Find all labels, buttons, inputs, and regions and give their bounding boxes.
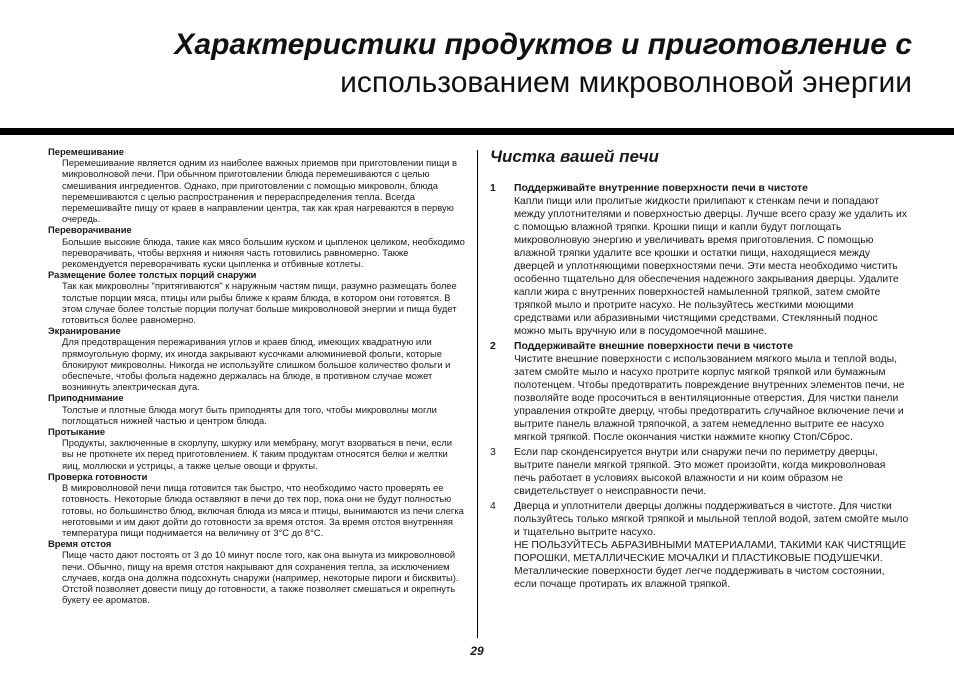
right-column	[490, 146, 910, 593]
item-number: 3	[490, 447, 496, 458]
section-body-thick-portions: Так как микроволны "притягиваются" к наружным частям пищи, разумно размещать более толстые порции мяса, птицы или рыбы ближе к краям блюда, в котором они готовятся. В этом случае более толстые порции получат больше микроволновой энергии и пища будет готовиться более равномерно.	[62, 280, 457, 326]
cleaning-section-title: Чистка вашей печи	[490, 147, 659, 166]
section-body-standing-time: Пище часто дают постоять от 3 до 10 минут после того, как она вынута из микроволновой печи. Обычно, пищу на время отстоя накрывают для сохранения тепла, за исключением случаев, когда она должна подсохнуть снаружи (например, некоторые пироги и бисквиты). Отстой позволяет довести пищу до готовности, а также позволяет смешаться и окрепнуть букету ее ароматов.	[62, 549, 459, 606]
item-body: Чистите внешние поверхности с использованием мягкого мыла и теплой воды, затем смойте мыло и насухо протрите корпус мягкой тряпкой или бумажным полотенцем. Чтобы предотвратить повреждение внутренних элементов печи, не позволяйте воде просочиться в вентиляционные отверстия. Для чистки панели управления откройте дверцу, чтобы предотвратить случайное включение печи и вытрите панель влажной тряпочкой, а затем немедленно вытрите ее насухо мягкой тряпкой. После окончания чистки нажмите кнопку Стоп/Сброс.	[514, 354, 905, 443]
section-heading-turning: Переворачивание	[48, 224, 132, 236]
section-heading-doneness: Проверка готовности	[48, 470, 148, 482]
section-body-shielding: Для предотвращения пережаривания углов и краев блюд, имеющих квадратную или прямоугольную форму, их иногда закрывают кусочками алюминиевой фольги, которые блокируют микроволны. Никогда не используйте слишком большое количество фольги и обеспечьте, чтобы фольга надежно держалась на блюде, в противном случае может возникнуть электрическая дуга.	[62, 336, 451, 393]
section-heading-stirring: Перемешивание	[48, 146, 124, 157]
cleaning-item-1	[490, 182, 910, 338]
header-rule	[0, 128, 954, 135]
section-body-turning: Большие высокие блюда, такие как мясо большим куском и цыпленок целиком, необходимо переворачивать, чтобы верхняя и нижняя часть готовились равномерно. Также рекомендуется переворачивать куски цыпленка и отбивные котлеты.	[62, 235, 465, 270]
page-number: 29	[470, 644, 484, 658]
item-heading: Поддерживайте внутренние поверхности печи в чистоте	[514, 183, 808, 194]
section-body-elevating: Толстые и плотные блюда могут быть приподняты для того, чтобы микроволны могли поглощаться нижней частью и центром блюда.	[62, 403, 437, 426]
section-heading-elevating: Приподнимание	[48, 392, 124, 404]
cleaning-item-4	[490, 500, 910, 591]
cleaning-item-2	[490, 340, 910, 444]
column-divider	[477, 150, 478, 638]
left-column	[48, 146, 466, 605]
page-title-line2: использованием микроволновой энергии	[340, 66, 912, 99]
section-body-doneness: В микроволновой печи пища готовится так быстро, что необходимо часто проверять ее готовность. Некоторые блюда оставляют в печи до тех пор, пока они не будут полностью готовы, но большинство блюд, включая блюда из мяса и птицы, вынимаются из печи слегка неготовыми и им дают дойти до готовности за время отстоя. За время отстоя внутренняя температура пищи поднимается на величину от 3°C до 8°C.	[62, 482, 464, 538]
section-body-stirring: Перемешивание является одним из наиболее важных приемов при приготовлении пищи в микроволновой печи. При обычном приготовлении блюда перемешиваются с целью смешивания ингредиентов. Однако, при приготовлении с помощью микроволн, блюда перемешиваются с целью распространения и перераспределения тепла. Всегда перемешивайте пищу от краев в направлении центра, так как края нагреваются в первую очередь.	[62, 157, 457, 225]
item-body: Дверца и уплотнители дверцы должны поддерживаться в чистоте. Для чистки пользуйтесь только мягкой тряпкой и мыльной теплой водой, затем смойте мыло и тщательно вытрите насухо.	[514, 501, 909, 538]
item-body-warning: НЕ ПОЛЬЗУЙТЕСЬ АБРАЗИВНЫМИ МАТЕРИАЛАМИ, ТАКИМИ КАК ЧИСТЯЩИЕ ПОРОШКИ, МЕТАЛЛИЧЕСКИЕ МОЧАЛКИ И ПЛАСТИКОВЫЕ ПОДУШЕЧКИ. Металлические поверхности будет легче поддерживать в чистом состоянии, если почаще протирать их влажной тряпкой.	[514, 540, 907, 590]
item-heading: Поддерживайте внешние поверхности печи в чистоте	[514, 341, 793, 352]
section-heading-thick-portions: Размещение более толстых порций снаружи	[48, 269, 257, 281]
page-title-line1: Характеристики продуктов и приготовление с	[174, 28, 912, 61]
item-body: Капли пищи или пролитые жидкости прилипают к стенкам печи и попадают между уплотнителями и поверхностью дверцы. Лучше всего сразу же удалить их с помощью влажной тряпки. Крошки пищи и капли будут поглощать микроволновую энергию и увеличивать время приготовления. С помощью влажной тряпки удалите все крошки и остатки пищи, находящиеся между дверцей и уплотняющими поверхностями печи. Эти места необходимо чистить особенно тщательно для обеспечения надежного закрывания дверцы. Удалите капли жира с внутренних поверхностей намыленной тряпкой, затем смойте тряпкой мыло и протрите насухо. Не пользуйтесь жесткими моющими средствами или абразивными чистящими средствами. Стеклянный поднос можно мыть вручную или в посудомоечной машине.	[514, 196, 908, 337]
section-body-piercing: Продукты, заключенные в скорлупу, шкурку или мембрану, могут взорваться в печи, если вы не проткнете их перед приготовлением. К таким продуктам относятся белки и желтки яиц, моллюски и устрицы, а также целые овощи и фрукты.	[62, 437, 452, 471]
section-heading-shielding: Экранирование	[48, 325, 121, 337]
cleaning-item-3	[490, 446, 910, 498]
item-number: 2	[490, 341, 496, 352]
item-number: 4	[490, 501, 496, 512]
item-body: Если пар сконденсируется внутри или снаружи печи по периметру дверцы, вытрите панели мягкой тряпкой. Это может произойти, когда микроволновая печь работает в условиях высокой влажности и ни коим образом не свидетельствует о неисправности печи.	[514, 447, 886, 497]
section-heading-piercing: Протыкание	[48, 426, 106, 438]
section-heading-standing-time: Время отстоя	[48, 538, 112, 550]
item-number: 1	[490, 183, 496, 194]
